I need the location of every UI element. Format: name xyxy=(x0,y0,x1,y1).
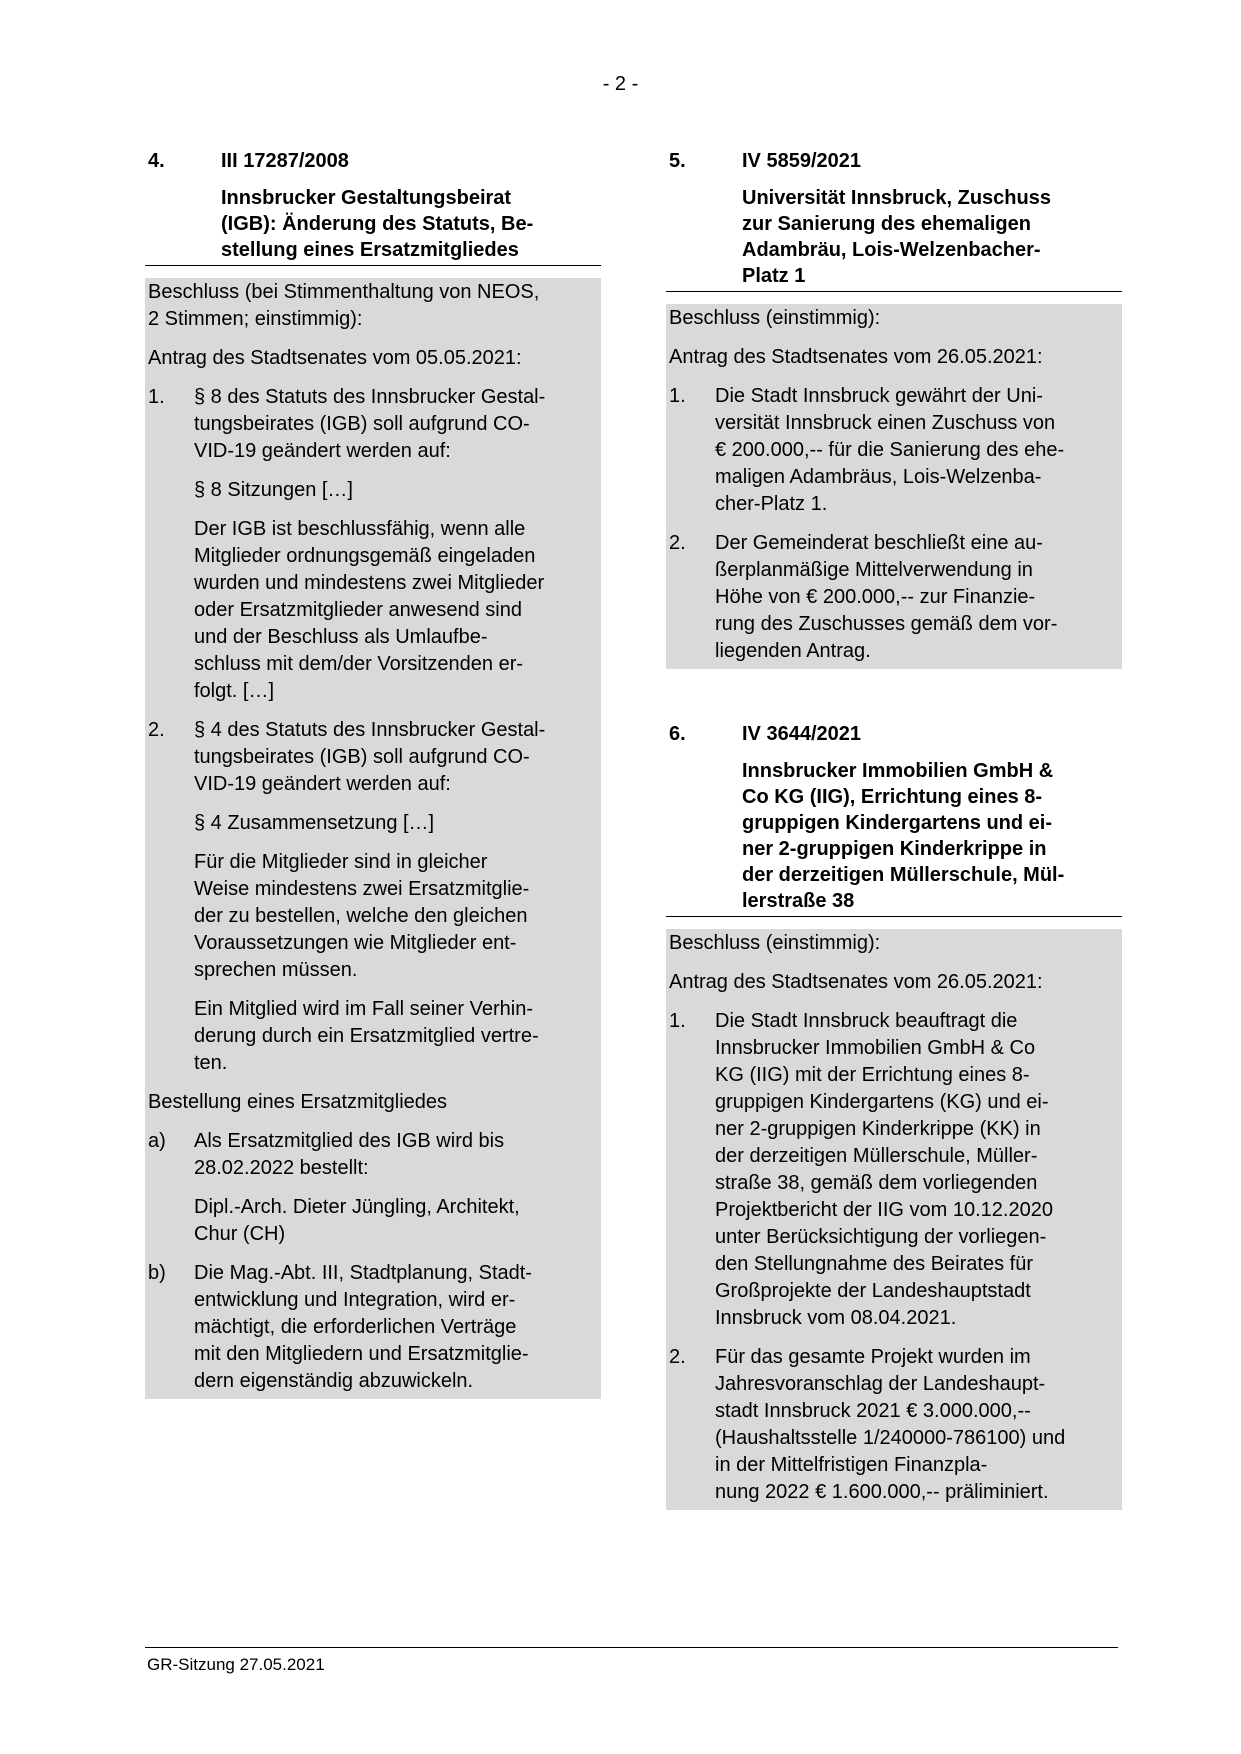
text-line: Die Stadt Innsbruck gewährt der Uni- xyxy=(715,385,1043,407)
text-line: Der IGB ist beschlussfähig, wenn alle xyxy=(194,518,526,540)
text-line: KG (IIG) mit der Errichtung eines 8- xyxy=(715,1064,1030,1086)
list-item xyxy=(669,530,1118,665)
resolution-block xyxy=(666,929,1122,1510)
item-header xyxy=(666,148,1122,175)
title-line: Platz 1 xyxy=(742,265,806,287)
text-line: VID-19 geändert werden auf: xyxy=(194,440,451,462)
text-line: dern eigenständig abzuwickeln. xyxy=(194,1370,474,1392)
text-line: Die Mag.-Abt. III, Stadtplanung, Stadt- xyxy=(194,1262,532,1284)
list-marker: 2. xyxy=(669,1346,686,1368)
list-item xyxy=(148,384,597,705)
title-line: Innsbrucker Immobilien GmbH & xyxy=(742,760,1054,782)
resolution-block xyxy=(145,278,601,1399)
text-line: 2 Stimmen; einstimmig): xyxy=(148,308,363,330)
item-4 xyxy=(145,148,601,1399)
text-line: Für die Mitglieder sind in gleicher xyxy=(194,851,488,873)
section-heading: § 4 Zusammensetzung […] xyxy=(194,812,435,834)
item-header xyxy=(666,721,1122,748)
text-line: (Haushaltsstelle 1/240000-786100) und xyxy=(715,1427,1066,1449)
item-title xyxy=(145,175,601,266)
text-line: Chur (CH) xyxy=(194,1223,286,1245)
resolution-statement: Beschluss (einstimmig): xyxy=(669,307,881,329)
text-line: § 8 des Statuts des Innsbrucker Gestal- xyxy=(194,386,546,408)
text-line: Die Stadt Innsbruck beauftragt die xyxy=(715,1010,1018,1032)
text-line: schluss mit dem/der Vorsitzenden er- xyxy=(194,653,524,675)
resolution-statement xyxy=(148,279,597,333)
text-line: Höhe von € 200.000,-- zur Finanzie- xyxy=(715,586,1036,608)
motion-statement: Antrag des Stadtsenates vom 26.05.2021: xyxy=(669,971,1043,993)
text-line: Als Ersatzmitglied des IGB wird bis xyxy=(194,1130,505,1152)
text-line: rung des Zuschusses gemäß dem vor- xyxy=(715,613,1058,635)
section-heading: § 8 Sitzungen […] xyxy=(194,479,353,501)
resolution-block xyxy=(666,304,1122,669)
title-line: stellung eines Ersatzmitgliedes xyxy=(221,239,519,261)
text-line: Für das gesamte Projekt wurden im xyxy=(715,1346,1031,1368)
text-line: Weise mindestens zwei Ersatzmitglie- xyxy=(194,878,530,900)
right-column xyxy=(666,148,1122,1510)
list-item xyxy=(669,1008,1118,1332)
text-line: Ein Mitglied wird im Fall seiner Verhin- xyxy=(194,998,534,1020)
text-line: entwicklung und Integration, wird er- xyxy=(194,1289,516,1311)
item-number: 4. xyxy=(148,150,165,172)
list-item xyxy=(148,717,597,1077)
text-line: den Stellungnahme des Beirates für xyxy=(715,1253,1033,1275)
motion-statement: Antrag des Stadtsenates vom 26.05.2021: xyxy=(669,346,1043,368)
text-line: tungsbeirates (IGB) soll aufgrund CO- xyxy=(194,746,530,768)
text-line: Beschluss (bei Stimmenthaltung von NEOS, xyxy=(148,281,540,303)
list-marker: 1. xyxy=(669,385,686,407)
page-number: - 2 - xyxy=(602,73,639,95)
list-item xyxy=(669,383,1118,518)
text-line: Voraussetzungen wie Mitglieder ent- xyxy=(194,932,517,954)
text-line: oder Ersatzmitglieder anwesend sind xyxy=(194,599,522,621)
list-marker: 1. xyxy=(669,1010,686,1032)
text-line: Jahresvoranschlag der Landeshaupt- xyxy=(715,1373,1046,1395)
item-number: 6. xyxy=(669,723,686,745)
text-line: § 4 des Statuts des Innsbrucker Gestal- xyxy=(194,719,546,741)
item-reference: IV 3644/2021 xyxy=(742,723,861,745)
text-line: cher-Platz 1. xyxy=(715,493,828,515)
text-line: ner 2-gruppigen Kinderkrippe (KK) in xyxy=(715,1118,1041,1140)
list-marker: 2. xyxy=(148,719,165,741)
resolution-statement: Beschluss (einstimmig): xyxy=(669,932,881,954)
text-line: tungsbeirates (IGB) soll aufgrund CO- xyxy=(194,413,530,435)
text-line: nung 2022 € 1.600.000,-- präliminiert. xyxy=(715,1481,1049,1503)
text-line: liegenden Antrag. xyxy=(715,640,871,662)
text-line: € 200.000,-- für die Sanierung des ehe- xyxy=(715,439,1065,461)
text-line: sprechen müssen. xyxy=(194,959,358,981)
item-title xyxy=(666,748,1122,917)
text-line: mächtigt, die erforderlichen Verträge xyxy=(194,1316,517,1338)
footer-text: GR-Sitzung 27.05.2021 xyxy=(147,1655,325,1674)
title-line: gruppigen Kindergartens und ei- xyxy=(742,812,1053,834)
footer-divider xyxy=(145,1647,1118,1648)
text-line: straße 38, gemäß dem vorliegenden xyxy=(715,1172,1038,1194)
item-5 xyxy=(666,148,1122,669)
list-marker: 2. xyxy=(669,532,686,554)
text-line: versität Innsbruck einen Zuschuss von xyxy=(715,412,1056,434)
title-line: ner 2-gruppigen Kinderkrippe in xyxy=(742,838,1047,860)
item-6 xyxy=(666,721,1122,1510)
title-line: Adambräu, Lois-Welzenbacher- xyxy=(742,239,1041,261)
title-line: zur Sanierung des ehemaligen xyxy=(742,213,1031,235)
title-line: (IGB): Änderung des Statuts, Be- xyxy=(221,213,534,235)
text-line: Der Gemeinderat beschließt eine au- xyxy=(715,532,1043,554)
text-line: Innsbruck vom 08.04.2021. xyxy=(715,1307,957,1329)
title-line: lerstraße 38 xyxy=(742,890,855,912)
text-line: 28.02.2022 bestellt: xyxy=(194,1157,369,1179)
text-line: der derzeitigen Müllerschule, Müller- xyxy=(715,1145,1038,1167)
text-line: gruppigen Kindergartens (KG) und ei- xyxy=(715,1091,1049,1113)
text-line: in der Mittelfristigen Finanzpla- xyxy=(715,1454,988,1476)
item-title xyxy=(666,175,1122,292)
text-line: Innsbrucker Immobilien GmbH & Co xyxy=(715,1037,1036,1059)
title-line: Universität Innsbruck, Zuschuss xyxy=(742,187,1051,209)
list-marker: a) xyxy=(148,1130,166,1152)
text-line: Großprojekte der Landeshauptstadt xyxy=(715,1280,1031,1302)
list-item xyxy=(669,1344,1118,1506)
text-line: Projektbericht der IIG vom 10.12.2020 xyxy=(715,1199,1053,1221)
title-line: Innsbrucker Gestaltungsbeirat xyxy=(221,187,512,209)
text-line: wurden und mindestens zwei Mitglieder xyxy=(194,572,545,594)
item-header xyxy=(145,148,601,175)
text-line: Dipl.-Arch. Dieter Jüngling, Architekt, xyxy=(194,1196,520,1218)
item-reference: IV 5859/2021 xyxy=(742,150,861,172)
item-reference: III 17287/2008 xyxy=(221,150,349,172)
list-marker: b) xyxy=(148,1262,166,1284)
text-line: folgt. […] xyxy=(194,680,275,702)
list-marker: 1. xyxy=(148,386,165,408)
text-line: und der Beschluss als Umlaufbe- xyxy=(194,626,488,648)
text-line: maligen Adambräus, Lois-Welzenba- xyxy=(715,466,1042,488)
list-item xyxy=(148,1128,597,1248)
text-line: ten. xyxy=(194,1052,228,1074)
text-line: ßerplanmäßige Mittelverwendung in xyxy=(715,559,1033,581)
appointment-heading: Bestellung eines Ersatzmitgliedes xyxy=(148,1091,448,1113)
motion-statement: Antrag des Stadtsenates vom 05.05.2021: xyxy=(148,347,522,369)
text-line: Mitglieder ordnungsgemäß eingeladen xyxy=(194,545,536,567)
text-line: derung durch ein Ersatzmitglied vertre- xyxy=(194,1025,539,1047)
text-line: stadt Innsbruck 2021 € 3.000.000,-- xyxy=(715,1400,1031,1422)
title-line: Co KG (IIG), Errichtung eines 8- xyxy=(742,786,1043,808)
text-line: unter Berücksichtigung der vorliegen- xyxy=(715,1226,1047,1248)
title-line: der derzeitigen Müllerschule, Mül- xyxy=(742,864,1065,886)
list-item xyxy=(148,1260,597,1395)
text-line: der zu bestellen, welche den gleichen xyxy=(194,905,528,927)
item-number: 5. xyxy=(669,150,686,172)
text-line: VID-19 geändert werden auf: xyxy=(194,773,451,795)
item-spacer xyxy=(666,669,1122,721)
text-line: mit den Mitgliedern und Ersatzmitglie- xyxy=(194,1343,529,1365)
